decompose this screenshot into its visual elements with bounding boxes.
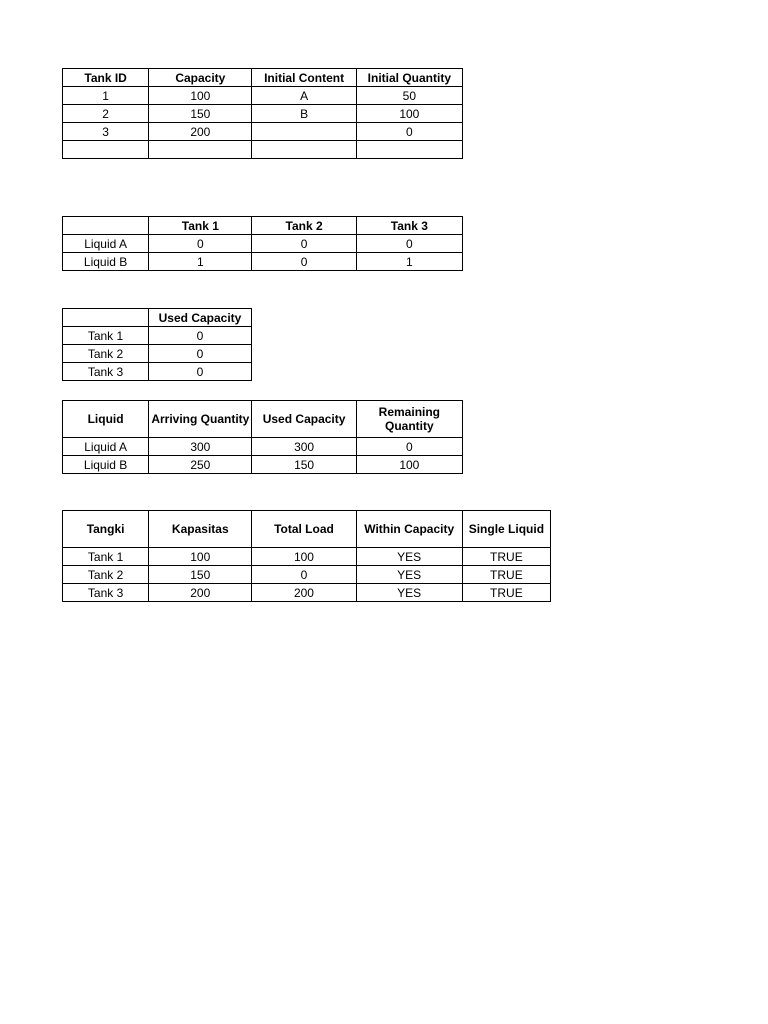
table-header-row [63,69,463,87]
table-cell[interactable]: YES [356,584,462,602]
row-label-cell[interactable]: Liquid A [63,438,149,456]
header-cell[interactable]: Remaining Quantity [356,401,462,438]
table-cell[interactable]: 0 [149,363,252,381]
table-cell[interactable]: YES [356,548,462,566]
header-cell[interactable]: Liquid [63,401,149,438]
header-cell[interactable]: Initial Content [252,69,356,87]
table-row [63,327,252,345]
table-cell[interactable]: 0 [356,123,462,141]
table-cell[interactable]: 2 [63,105,149,123]
table-cell[interactable]: 200 [252,584,356,602]
header-cell[interactable]: Within Capacity [356,511,462,548]
table-row [63,548,551,566]
header-cell[interactable] [63,309,149,327]
header-cell[interactable]: Initial Quantity [356,69,462,87]
table-cell[interactable] [63,141,149,159]
table-cell[interactable]: 1 [356,253,462,271]
table-header-row [63,309,252,327]
table-cell[interactable]: 300 [149,438,252,456]
header-cell[interactable]: Kapasitas [149,511,252,548]
header-cell[interactable] [63,217,149,235]
table-cell[interactable]: 0 [149,345,252,363]
table-cell[interactable]: A [252,87,356,105]
tank-setup-table [62,68,463,159]
table-row [63,235,463,253]
table-cell[interactable]: 0 [252,235,356,253]
header-cell[interactable]: Arriving Quantity [149,401,252,438]
table-header-row [63,511,551,548]
header-cell[interactable]: Tank 3 [356,217,462,235]
header-cell[interactable]: Tank 1 [149,217,252,235]
used-capacity-table [62,308,252,381]
table-cell[interactable]: 100 [356,105,462,123]
header-cell[interactable]: Tank 2 [252,217,356,235]
table-cell[interactable]: 150 [149,105,252,123]
table-row [63,456,463,474]
table-row [63,105,463,123]
table-cell[interactable] [149,141,252,159]
row-label-cell[interactable]: Tank 3 [63,584,149,602]
table-cell[interactable]: 0 [356,235,462,253]
table-cell[interactable] [356,141,462,159]
table-cell[interactable]: 150 [252,456,356,474]
table-cell[interactable]: 100 [149,548,252,566]
header-cell[interactable]: Used Capacity [149,309,252,327]
row-label-cell[interactable]: Tank 2 [63,566,149,584]
table-cell[interactable]: 0 [252,566,356,584]
table-row [63,438,463,456]
table-header-row [63,401,463,438]
table-row [63,253,463,271]
table-cell[interactable]: 100 [356,456,462,474]
table-cell[interactable]: YES [356,566,462,584]
liquid-summary-table [62,400,463,474]
table-cell[interactable] [252,123,356,141]
table-cell[interactable]: 0 [149,327,252,345]
header-cell[interactable]: Total Load [252,511,356,548]
table-cell[interactable]: TRUE [462,548,550,566]
table-cell[interactable]: 100 [252,548,356,566]
table-cell[interactable]: 50 [356,87,462,105]
table-row [63,584,551,602]
table-cell[interactable]: 200 [149,123,252,141]
table-cell[interactable]: 150 [149,566,252,584]
header-cell[interactable]: Single Liquid [462,511,550,548]
header-cell[interactable]: Capacity [149,69,252,87]
table-row [63,345,252,363]
table-cell[interactable] [252,141,356,159]
header-cell[interactable]: Tangki [63,511,149,548]
table-cell[interactable]: 0 [356,438,462,456]
table-cell[interactable]: 200 [149,584,252,602]
assignment-matrix-table [62,216,463,271]
row-label-cell[interactable]: Tank 2 [63,345,149,363]
row-label-cell[interactable]: Tank 1 [63,548,149,566]
table-cell[interactable]: B [252,105,356,123]
table-cell[interactable]: 1 [63,87,149,105]
table-row [63,363,252,381]
table-row [63,566,551,584]
tank-check-table [62,510,551,602]
table-cell[interactable]: TRUE [462,584,550,602]
table-cell[interactable]: 3 [63,123,149,141]
table-cell[interactable]: 0 [252,253,356,271]
row-label-cell[interactable]: Tank 1 [63,327,149,345]
row-label-cell[interactable]: Liquid A [63,235,149,253]
table-row [63,87,463,105]
table-cell[interactable]: 300 [252,438,356,456]
row-label-cell[interactable]: Liquid B [63,456,149,474]
table-row [63,123,463,141]
table-cell[interactable]: 0 [149,235,252,253]
table-cell[interactable]: 250 [149,456,252,474]
table-cell[interactable]: TRUE [462,566,550,584]
row-label-cell[interactable]: Tank 3 [63,363,149,381]
table-cell[interactable]: 100 [149,87,252,105]
row-label-cell[interactable]: Liquid B [63,253,149,271]
table-cell[interactable]: 1 [149,253,252,271]
table-row [63,141,463,159]
table-header-row [63,217,463,235]
header-cell[interactable]: Used Capacity [252,401,356,438]
header-cell[interactable]: Tank ID [63,69,149,87]
